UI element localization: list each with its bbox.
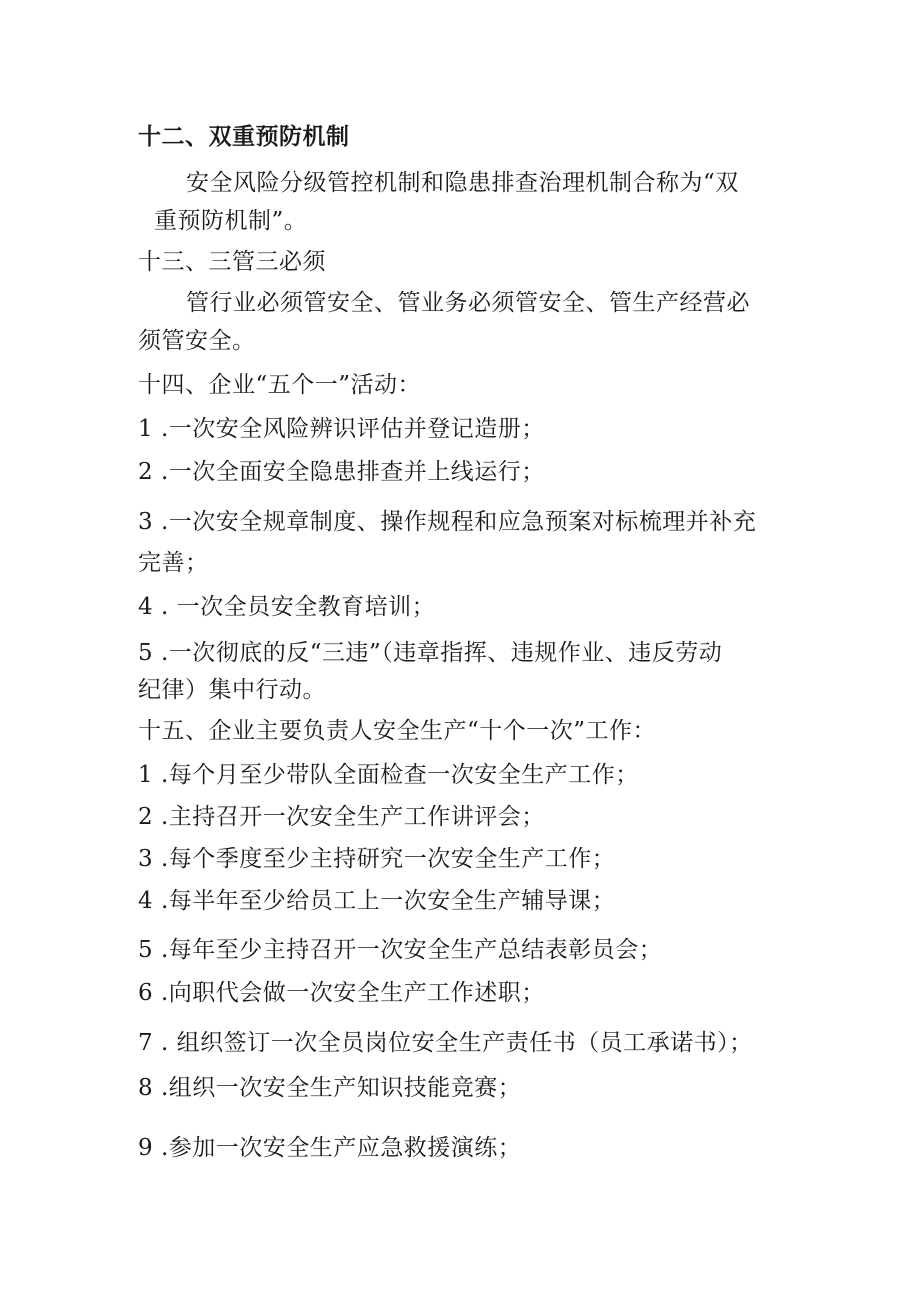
section-15-heading: 十五、企业主要负责人安全生产“十个一次”工作： (138, 718, 657, 744)
list-item: 4 .每半年至少给员工上一次安全生产辅导课； (138, 888, 616, 914)
list-item: 9 .参加一次安全生产应急救援演练； (138, 1135, 522, 1161)
section-13-body-line-1: 管行业必须管安全、管业务必须管安全、管生产经营必 (186, 290, 750, 316)
section-13-body-line-2: 须管安全。 (138, 328, 256, 354)
section-12-body-line-2: 重预防机制”。 (154, 208, 308, 234)
list-item-continuation: 完善； (138, 550, 209, 576)
section-13-heading: 十三、三管三必须 (138, 249, 326, 275)
section-14-heading: 十四、企业“五个一”活动： (138, 372, 422, 398)
list-item: 7 . 组织签订一次全员岗位安全生产责任书（员工承诺书）； (138, 1030, 753, 1056)
list-item: 3 .一次安全规章制度、操作规程和应急预案对标梳理并补充 (138, 509, 757, 535)
section-12-body-line-1: 安全风险分级管控机制和隐患排查治理机制合称为“双 (186, 170, 739, 196)
list-item: 2 .主持召开一次安全生产工作讲评会； (138, 804, 545, 830)
list-item: 8 .组织一次安全生产知识技能竞赛； (138, 1075, 522, 1101)
list-item: 1 .一次安全风险辨识评估并登记造册； (138, 416, 545, 442)
section-12-heading: 十二、双重预防机制 (138, 123, 350, 150)
list-item: 6 .向职代会做一次安全生产工作述职； (138, 980, 545, 1006)
list-item: 5 .每年至少主持召开一次安全生产总结表彰员会； (138, 937, 663, 963)
list-item: 1 .每个月至少带队全面检查一次安全生产工作； (138, 762, 639, 788)
list-item-continuation: 纪律）集中行动。 (138, 677, 326, 703)
list-item: 2 .一次全面安全隐患排查并上线运行； (138, 459, 545, 485)
list-item: 4 . 一次全员安全教育培训； (138, 594, 436, 620)
list-item: 5 .一次彻底的反“三违”（违章指挥、违规作业、违反劳动 (138, 640, 723, 666)
list-item: 3 .每个季度至少主持研究一次安全生产工作； (138, 846, 616, 872)
